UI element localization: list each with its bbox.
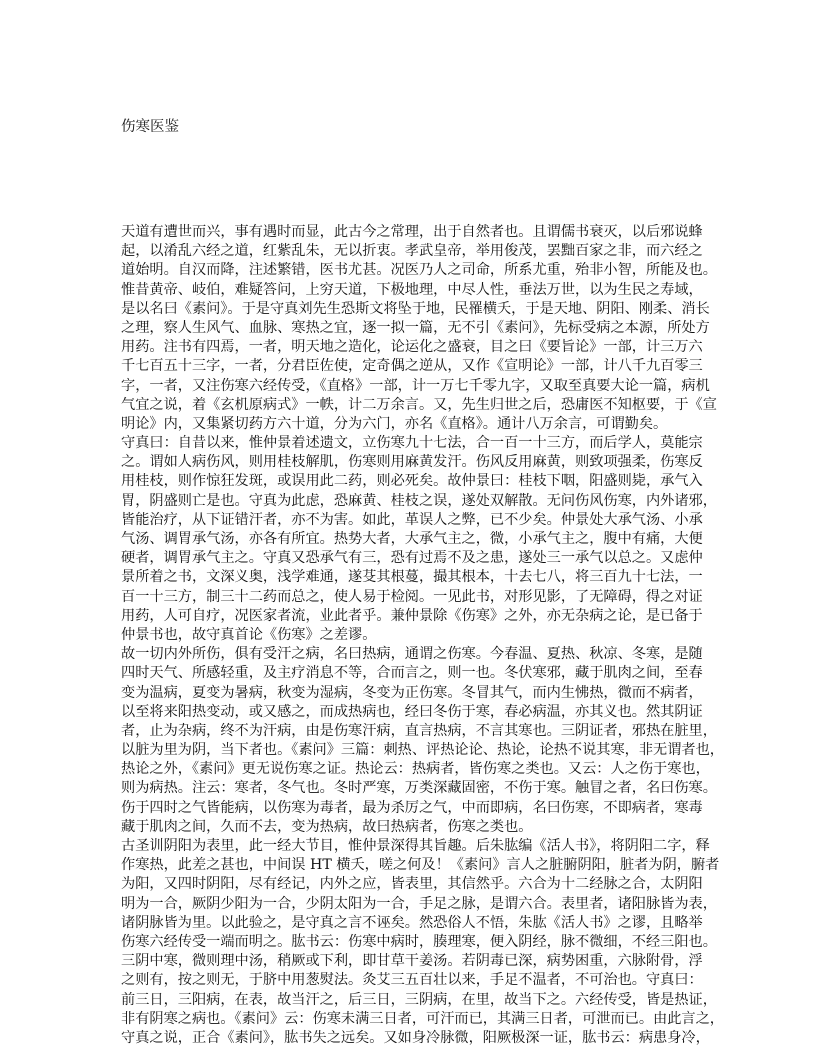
text-line: 故一切内外所伤，俱有受汗之病，名曰热病，通谓之伤寒。今春温、夏热、秋凉、冬寒，是随 xyxy=(121,646,703,663)
text-line: 藏于肌肉之间，久而不去，变为热病，故曰热病者，伤寒之类也。 xyxy=(121,818,533,835)
text-line: 变为温病，夏变为暑病，秋变为湿病，冬变为正伤寒。冬冒其气，而内生怫热，微而不病者， xyxy=(121,684,703,701)
text-line: 是以名曰《素问》。于是守真刘先生恐斯文将坠于地，民罹横夭，于是天地、阴阳、刚柔、消长 xyxy=(121,300,710,317)
text-line: 仲景书也，故守真首论《伤寒》之差谬。 xyxy=(121,626,377,643)
text-line: 作寒热，此差之甚也，中间误 HT 横夭，嗟之何及！《素问》言人之脏腑阴阳，脏者为阴，腑者 xyxy=(121,857,720,874)
text-line: 起，以淆乱六经之道，红紫乱朱，无以折衷。孝武皇帝，举用俊茂，罢黜百家之非，而六经之 xyxy=(121,243,703,260)
text-line: 以至将来阳热变动，或又感之，而成热病也，经曰冬伤于寒，春必病温，亦其义也。然其阴证 xyxy=(121,703,703,720)
text-line: 者，止为杂病，终不为汗病，由是伤寒汗病，直言热病，不言其寒也。三阴证者，邪热在脏里， xyxy=(121,722,717,739)
text-line: 用药，人可自疗，况医家者流，业此者乎。兼仲景除《伤寒》之外，亦无杂病之论，是已备于 xyxy=(121,607,703,624)
document-title: 伤寒医鉴 xyxy=(121,119,179,135)
text-line: 伤于四时之气皆能病，以伤寒为毒者，最为杀厉之气，中而即病，名曰伤寒，不即病者，寒毒 xyxy=(121,799,703,816)
text-line: 硬者，调胃承气主之。守真又恐承气有三，恐有过焉不及之患，遂处三一承气以总之。又虑仲 xyxy=(121,550,703,567)
document-body xyxy=(121,223,724,1048)
text-line: 胃，阴盛则亡是也。守真为此虑，恐麻黄、桂枝之误，遂处双解散。无问伤风伤寒，内外诸邪， xyxy=(121,492,717,509)
paragraph xyxy=(121,223,717,434)
text-line: 诸阴脉皆为里。以此验之，是守真之言不诬矣。然恐俗人不悟，朱肱《活人书》之谬，且略举 xyxy=(121,914,703,931)
paragraph xyxy=(121,645,724,837)
text-line: 守真之说，正合《素问》，肱书失之远矣。又如身冷脉微，阳厥极深一证，肱书云：病患身冷， xyxy=(121,1029,710,1046)
text-line: 景所着之书，文深义奥，浅学难通，遂芟其根蔓，撮其根本，十去七八，将三百九十七法，一 xyxy=(121,569,703,586)
text-line: 三阴中寒，微则理中汤，稍厥或下利，即甘草干姜汤。若阴毒已深，病势困重，六脉附骨，浮 xyxy=(121,953,703,970)
text-line: 守真曰：自昔以来，惟仲景着述遗文，立伤寒九十七法，合一百一十三方，而后学人，莫能宗 xyxy=(121,435,703,452)
text-line: 天道有遭世而兴，事有遇时而显，此古今之常理，出于自然者也。且谓儒书衰灭，以后邪说蜂 xyxy=(121,224,703,240)
text-line: 以脏为里为阴，当下者也。《素问》三篇：刺热、评热论论、热论，论热不说其寒，非无谓者也， xyxy=(121,742,724,759)
paragraph xyxy=(121,837,724,1048)
text-line: 气宜之说，着《玄机原病式》一帙，计二万余言。又，先生归世之后，恐庸医不知枢要，于《宣 xyxy=(121,396,717,413)
text-line: 之则有，按之则无，于脐中用葱熨法。灸艾三五百壮以来，手足不温者，不可治也。守真曰： xyxy=(121,972,703,989)
text-line: 为阳，又四时阴阳，尽有经记，内外之应，皆表里，其信然乎。六合为十二经脉之合，太阴阳 xyxy=(121,876,703,893)
text-line: 百一十三方，制三十二药而总之，使人易于检阅。一见此书，对形见影，了无障碍，得之对证 xyxy=(121,588,703,605)
text-line: 古圣训阴阳为表里，此一经大节目，惟仲景深得其旨趣。后朱肱编《活人书》，将阴阳二字，释 xyxy=(121,838,710,854)
text-line: 之理，察人生风气、血脉、寒热之宜，逐一拟一篇，无不引《素问》，先标受病之本源，所处方 xyxy=(121,319,710,336)
text-line: 用桂枝，则作惊狂发斑，或误用此二药，则必死矣。故仲景曰：桂枝下咽，阳盛则毙，承气入 xyxy=(121,473,703,490)
paragraph xyxy=(121,434,717,645)
text-line: 道始明。自汉而降，注述繁错，医书尤甚。况医乃人之司命，所系尤重，殆非小智，所能及也。 xyxy=(121,262,717,279)
text-line: 热论之外，《素问》更无说伤寒之证。热论云：热病者，皆伤寒之类也。又云：人之伤于寒也， xyxy=(121,761,710,778)
text-line: 惟昔黄帝、岐伯，难疑答问，上穷天道，下极地理，中尽人性，垂法万世，以为生民之寿域， xyxy=(121,281,703,298)
text-line: 之。谓如人病伤风，则用桂枝解肌，伤寒则用麻黄发汗。伤风反用麻黄，则致项强柔，伤寒反 xyxy=(121,454,703,471)
text-line: 字，一者，又注伤寒六经传受，《直格》一部，计一万七千零九字，又取至真要大论一篇，病机 xyxy=(121,377,710,394)
text-line: 皆能治疗，从下证错汗者，亦不为害。如此，革误人之弊，已不少矣。仲景处大承气汤、小承 xyxy=(121,511,703,528)
text-line: 前三日，三阳病，在表，故当汗之，后三日，三阴病，在里，故当下之。六经传受，皆是热证， xyxy=(121,991,717,1008)
text-line: 伤寒六经传受一端而明之。肱书云：伤寒中病时，腠理寒，便入阴经，脉不微细，不经三阳也。 xyxy=(121,933,717,950)
text-line: 千七百五十三字，一者，分君臣佐使，定奇偶之逆从，又作《宣明论》一部，计八千九百零三 xyxy=(121,358,703,375)
text-line: 则为病热。注云：寒者，冬气也。冬时严寒，万类深藏固密，不伤于寒。触冒之者，名曰伤寒。 xyxy=(121,780,717,797)
text-line: 气汤、调胃承气汤，亦各有所宜。热势大者，大承气主之，微，小承气主之，腹中有痛，大便 xyxy=(121,531,703,547)
text-line: 明为一合，厥阴少阳为一合，少阴太阳为一合，手足之脉，是谓六合。表里者，诸阳脉皆为表， xyxy=(121,895,717,912)
text-line: 非有阴寒之病也。《素问》云：伤寒未满三日者，可汗而已，其满三日者，可泄而已。由此言之， xyxy=(121,1010,724,1027)
text-line: 四时天气、所感轻重，及主疗消息不等，合而言之，则一也。冬伏寒邪，藏于肌肉之间，至春 xyxy=(121,665,703,682)
text-line: 用药。注书有四焉，一者，明天地之造化，论运化之盛衰，目之曰《要旨论》一部，计三万六 xyxy=(121,339,703,356)
text-line: 明论》内，又集紧切药方六十道，分为六门，亦名《直格》。通计八万余言，可谓勤矣。 xyxy=(121,415,668,432)
